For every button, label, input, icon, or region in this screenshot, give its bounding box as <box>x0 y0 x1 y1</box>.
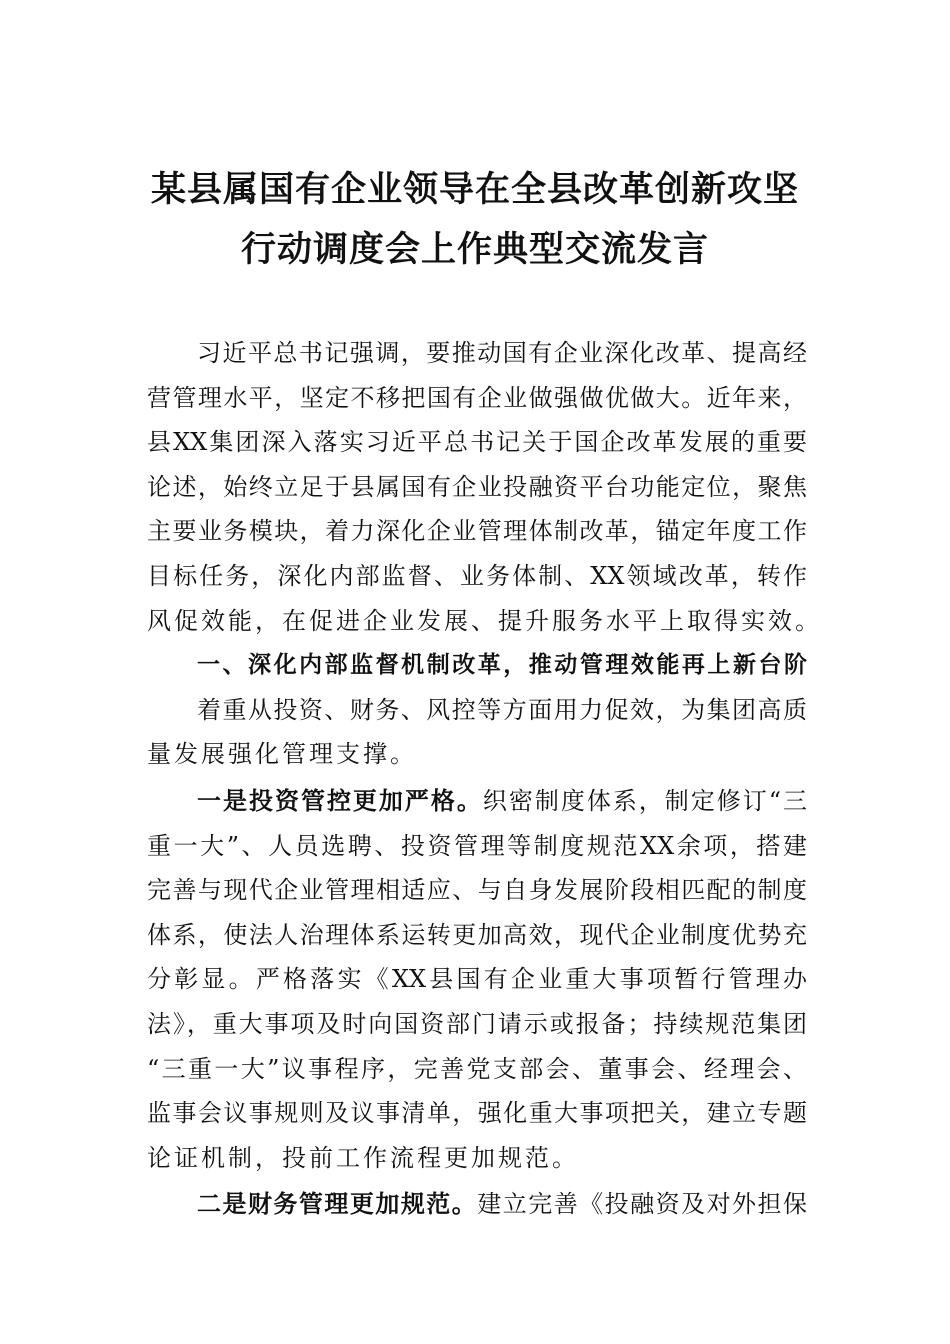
body-line: 体系，使法人治理体系运转更加高效，现代企业制度优势充 <box>147 920 807 949</box>
document-title-line-2: 行动调度会上作典型交流发言 <box>240 229 709 270</box>
body-text: 织密制度体系，制定修订“三 <box>482 786 807 815</box>
body-line: 监事会议事规则及议事清单，强化重大事项把关，建立专题 <box>147 1099 807 1128</box>
document-body <box>147 331 822 1227</box>
point-1-first-line <box>147 779 807 824</box>
point-2-lead: 二是财务管理更加规范。 <box>197 1189 478 1219</box>
section-heading: 一、深化内部监督机制改革，推动管理效能再上新台阶 <box>197 652 807 679</box>
body-line: 重一大”、人员选聘、投资管理等制度规范XX余项，搭建 <box>147 831 807 860</box>
body-line: 论述，始终立足于县属国有企业投融资平台功能定位，聚焦 <box>147 472 807 501</box>
point-1-lead: 一是投资管控更加严格。 <box>197 785 483 815</box>
body-line: “三重一大”议事程序，完善党支部会、董事会、经理会、 <box>147 1054 807 1083</box>
body-line: 风促效能，在促进企业发展、提升服务水平上取得实效。 <box>147 606 822 635</box>
body-line: 量发展强化管理支撑。 <box>147 740 417 769</box>
body-line: 论证机制，投前工作流程更加规范。 <box>147 1143 579 1172</box>
document-title-line-1: 某县属国有企业领导在全县改革创新攻坚 <box>150 169 799 210</box>
body-line: 习近平总书记强调，要推动国有企业深化改革、提高经 <box>197 339 807 367</box>
body-line: 分彰显。严格落实《XX县国有企业重大事项暂行管理办 <box>147 965 807 994</box>
body-line: 法》，重大事项及时向国资部门请示或报备；持续规范集团 <box>147 1009 807 1038</box>
body-line: 县XX集团深入落实习近平总书记关于国企改革发展的重要 <box>147 428 807 457</box>
body-text: 建立完善《投融资及对外担保 <box>477 1190 808 1219</box>
point-2-first-line <box>147 1182 807 1227</box>
body-line: 目标任务，深化内部监督、业务体制、XX领域改革，转作 <box>147 561 807 590</box>
body-line: 着重从投资、财务、风控等方面用力促效，为集团高质 <box>197 695 807 724</box>
body-line: 完善与现代企业管理相适应、与自身发展阶段相匹配的制度 <box>147 876 807 905</box>
body-line: 主要业务模块，着力深化企业管理体制改革，锚定年度工作 <box>147 517 807 546</box>
body-line: 营管理水平，坚定不移把国有企业做强做优做大。近年来， <box>147 383 807 412</box>
